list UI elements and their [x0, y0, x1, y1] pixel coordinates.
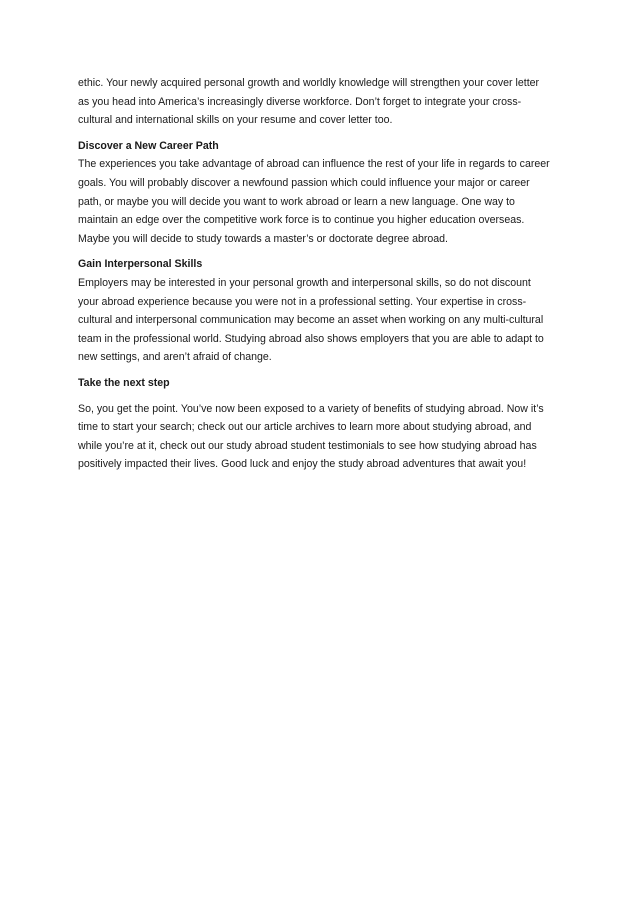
paragraph-line: So, you get the point. You’ve now been exposed to a variety of benefits of studying abroad. Now it’s	[78, 402, 544, 415]
section-heading-next-step: Take the next step	[78, 376, 170, 389]
section-heading-career-path: Discover a New Career Path	[78, 139, 219, 152]
paragraph-line: your abroad experience because you were not in a professional setting. Your expertise in cross-	[78, 295, 527, 308]
paragraph-line: ethic. Your newly acquired personal growth and worldly knowledge will strengthen your cover letter	[78, 77, 540, 89]
paragraph-line: The experiences you take advantage of abroad can influence the rest of your life in regards to career	[78, 158, 550, 171]
career-path-paragraph	[78, 155, 578, 248]
next-step-paragraph	[78, 400, 578, 474]
paragraph-line: path, or maybe you will decide you want to work abroad or learn a new language. One way to	[78, 195, 515, 208]
paragraph-line: Maybe you will decide to study towards a master’s or doctorate degree abroad.	[78, 232, 449, 245]
paragraph-line: as you head into America’s increasingly diverse workforce. Don’t forget to integrate your cross-	[78, 95, 522, 108]
paragraph-line: goals. You will probably discover a newfound passion which could influence your major or career	[78, 176, 530, 189]
paragraph-line: time to start your search; check out our article archives to learn more about studying abroad, and	[78, 421, 532, 434]
document-body	[78, 74, 578, 474]
paragraph-line: maintain an edge over the competitive work force is to continue you higher education overseas.	[78, 214, 525, 227]
paragraph-line: cultural and international skills on your resume and cover letter too.	[78, 114, 393, 127]
paragraph-line: while you’re at it, check out our study abroad student testimonials to see how studying abroad has	[78, 439, 537, 452]
paragraph-line: cultural and interpersonal communication may become an asset when working on any multi-cultural	[78, 314, 544, 327]
intro-paragraph	[78, 74, 578, 130]
paragraph-line: new settings, and aren’t afraid of change.	[78, 351, 272, 364]
interpersonal-skills-paragraph	[78, 274, 578, 367]
paragraph-line: Employers may be interested in your personal growth and interpersonal skills, so do not discount	[78, 276, 531, 289]
paragraph-line: positively impacted their lives. Good luck and enjoy the study abroad adventures that await you!	[78, 458, 527, 471]
section-heading-interpersonal-skills: Gain Interpersonal Skills	[78, 258, 203, 271]
paragraph-line: team in the professional world. Studying abroad also shows employers that you are able to adapt to	[78, 332, 544, 345]
